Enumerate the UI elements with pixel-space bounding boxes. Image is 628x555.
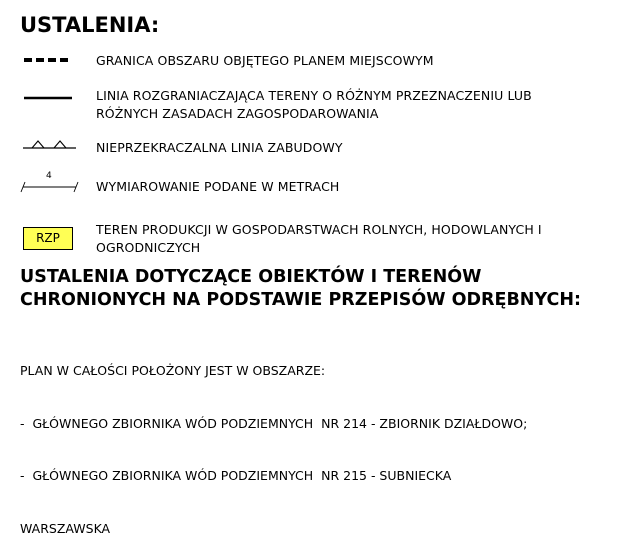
protection-info [20,327,527,555]
protected-heading-line2: CHRONIONYCH NA PODSTAWIE PRZEPISÓW ODRĘBNYCH: [20,290,581,310]
legend-label-dimension: WYMIAROWANIE PODANE W METRACH [96,179,340,194]
legend-row-separation [0,86,628,126]
legend-row-boundary [0,50,628,72]
legend-row-building-line [0,134,628,158]
legend-heading: USTALENIA: [20,13,160,37]
info-item-214: - GŁÓWNEGO ZBIORNIKA WÓD PODZIEMNYCH NR 214 - ZBIORNIK DZIAŁDOWO; [20,415,528,431]
dimension-value: 4 [46,171,52,181]
legend-row-rzp [0,220,628,260]
legend-label-rzp-line2: OGRODNICZYCH [96,240,201,255]
info-item-215: - GŁÓWNEGO ZBIORNIKA WÓD PODZIEMNYCH NR 215 - SUBNIECKA [20,468,452,483]
legend-label-boundary: GRANICA OBSZARU OBJĘTEGO PLANEM MIEJSCOWYM [96,53,434,68]
dimension-line-icon [0,166,90,196]
legend-label-rzp-line1: TEREN PRODUKCJI W GOSPODARSTWACH ROLNYCH, HODOWLANYCH I [96,222,542,237]
solid-line-icon [0,86,90,126]
legend-label-building-line: NIEPRZEKRACZALNA LINIA ZABUDOWY [96,140,343,155]
legend-row-dimension [0,166,628,196]
dashed-line-icon [0,50,90,72]
zone-badge-rzp: RZP [23,227,73,250]
legend-label-rzp [96,221,542,257]
legend-label-separation-line1: LINIA ROZGRANIACZAJĄCA TERENY O RÓŻNYM PRZEZNACZENIU LUB [96,88,532,103]
building-line-icon [0,134,90,158]
legend-label-separation [96,87,532,123]
protected-heading-line1: USTALENIA DOTYCZĄCE OBIEKTÓW I TERENÓW [20,267,482,287]
protected-heading [20,266,581,312]
info-intro: PLAN W CAŁOŚCI POŁOŻONY JEST W OBSZARZE: [20,363,326,378]
legend-label-separation-line2: RÓŻNYCH ZASADACH ZAGOSPODAROWANIA [96,106,379,121]
info-item-215-continued: WARSZAWSKA [20,520,111,536]
